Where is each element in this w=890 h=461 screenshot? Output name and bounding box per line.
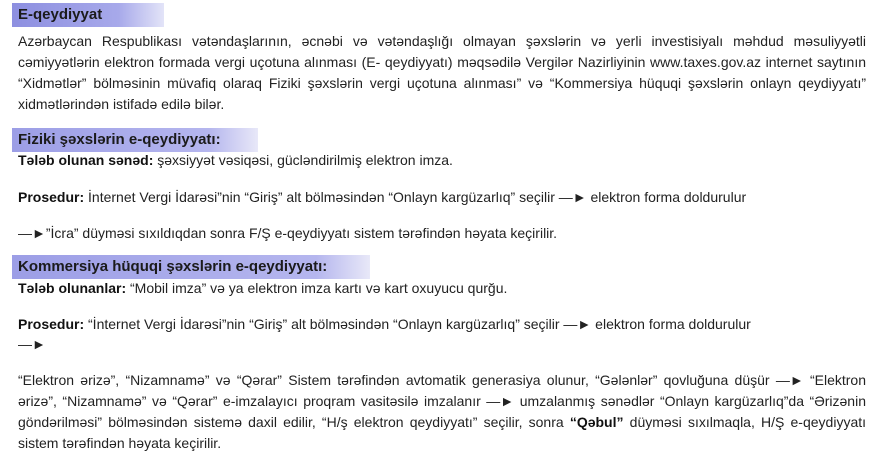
final-text-after: düyməsi sıxılmaqla, H/Ş e-qeydiyyatı sistem tərəfindən həyata keçirilir. [18, 414, 867, 451]
procedure-text: İnternet Vergi İdarəsi”nin “Giriş” alt bölməsindən “Onlayn kargüzarlıq” seçilir —► elektron forma doldurulur [84, 189, 747, 205]
section-heading-individuals: Fiziki şəxslərin e-qeydiyyatı: [12, 128, 258, 152]
required-text: “Mobil imza” və ya elektron imza kartı və kart oxuyucu qurğu. [126, 280, 508, 296]
required-label: Tələb olunan sənəd: [18, 152, 154, 168]
procedure-text: “İnternet Vergi İdarəsi”nin “Giriş” alt bölməsindən “Onlayn kargüzarlıq” seçilir —► elektron forma doldurulur [84, 316, 751, 332]
commercial-required-items [18, 278, 507, 299]
procedure-label: Prosedur: [18, 316, 85, 332]
final-text-before: “Elektron ərizə”, “Nizamnamə” və “Qərar” Sistem tərəfindən avtomatik generasiya olunur, “Gələnlər” qovluğuna düşür —► “Elektron ərizə”, “Nizamnamə” və “Qərar” e-imzalayıcı proqram vasitəsilə imzalanır —► umzalanmış sənədlər “Onlayn kargüzarlıq”da “Ərizənin göndərilməsi” bölməsindən sistemə daxil edilir, “H/ş elektron qeydiyyatı” seçilir, sonra [18, 372, 866, 430]
section-heading-e-qeydiyyat: E-qeydiyyat [12, 3, 164, 27]
required-text: şəxsiyyət vəsiqəsi, gücləndirilmiş elektron imza. [153, 152, 453, 168]
commercial-procedure-arrow: —► [18, 336, 46, 352]
commercial-procedure [18, 314, 751, 335]
section-heading-commercial-entities: Kommersiya hüquqi şəxslərin e-qeydiyyatı: [12, 255, 370, 279]
individuals-procedure-continued: —►”İcra” düyməsi sıxıldıqdan sonra F/Ş e-qeydiyyatı sistem tərəfindən həyata keçirilir. [18, 225, 558, 241]
procedure-label: Prosedur: [18, 189, 85, 205]
individuals-required-document [18, 150, 453, 171]
individuals-procedure [18, 187, 746, 208]
intro-paragraph: Azərbaycan Respublikası vətəndaşlarının, əcnəbi və vətəndaşlığı olmayan şəxslərin və yerli investisiyalı məhdud məsuliyyətli cəmiyyətlərin elektron formada vergi uçotuna alınması (E- qeydiyyatı) məqsədilə Vergilər Nazirliyinin www.taxes.gov.az internet saytının “Xidmətlər” bölməsinin müvafiq olaraq Fiziki şəxslərin vergi uçotuna alınması” və “Kommersiya hüquqi şəxslərin onlayn qeydiyyatı” xidmətlərindən istifadə edilə bilər. [18, 33, 866, 112]
required-label: Tələb olunanlar: [18, 280, 127, 296]
commercial-final-paragraph [18, 370, 866, 454]
qebul-button-label: “Qəbul” [569, 414, 624, 430]
